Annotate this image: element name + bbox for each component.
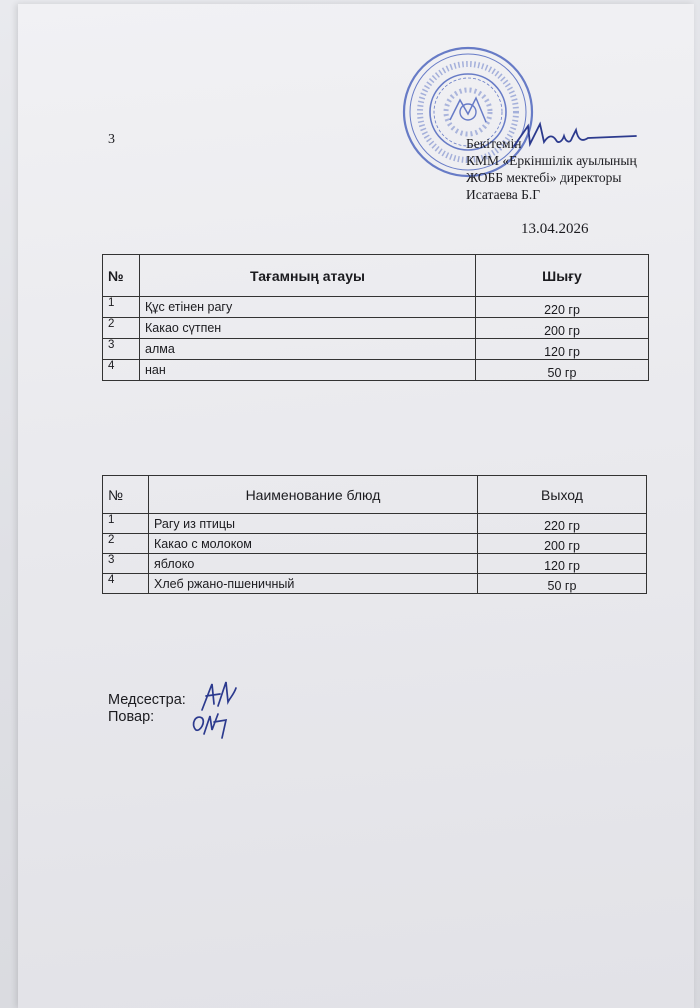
table-row: [103, 514, 647, 534]
column-header-yield: Выход: [478, 476, 647, 514]
cook-label: Повар:: [108, 709, 155, 725]
menu-table-kz: [102, 254, 649, 381]
table-row: [103, 534, 647, 554]
row-number: 2: [103, 534, 149, 554]
column-header-number: №: [103, 476, 149, 514]
dish-name: Құс етінен рагу: [140, 297, 476, 318]
dish-yield: 200 гр: [476, 318, 649, 339]
dish-yield: 200 гр: [478, 534, 647, 554]
signature-block: [108, 692, 186, 726]
dish-name: Рагу из птицы: [149, 514, 478, 534]
table-header-row: [103, 476, 647, 514]
row-number: 4: [103, 360, 140, 381]
column-header-yield: Шығу: [476, 255, 649, 297]
row-number: 1: [103, 297, 140, 318]
approval-line-2: КММ «Еркіншілік ауылының: [466, 153, 637, 168]
dish-yield: 120 гр: [476, 339, 649, 360]
table-row: [103, 554, 647, 574]
cook-signature: [188, 704, 232, 740]
table-row: [103, 318, 649, 339]
column-header-number: №: [103, 255, 140, 297]
approval-line-1: Бекітемін: [466, 136, 522, 151]
column-header-dish-name: Наименование блюд: [149, 476, 478, 514]
dish-yield: 220 гр: [478, 514, 647, 534]
dish-yield: 50 гр: [476, 360, 649, 381]
dish-name: Какао с молоком: [149, 534, 478, 554]
dish-yield: 220 гр: [476, 297, 649, 318]
column-header-dish-name: Тағамның атауы: [140, 255, 476, 297]
dish-name: Хлеб ржано-пшеничный: [149, 574, 478, 594]
menu-table-ru: [102, 475, 647, 594]
row-number: 3: [103, 554, 149, 574]
dish-yield: 50 гр: [478, 574, 647, 594]
dish-name: яблоко: [149, 554, 478, 574]
table-row: [103, 360, 649, 381]
approval-line-4: Исатаева Б.Г: [466, 187, 541, 202]
table-row: [103, 339, 649, 360]
table-header-row: [103, 255, 649, 297]
table-row: [103, 297, 649, 318]
dish-name: нан: [140, 360, 476, 381]
row-number: 1: [103, 514, 149, 534]
page-number: 3: [108, 132, 115, 147]
nurse-label: Медсестра:: [108, 692, 186, 708]
director-signature: [510, 116, 640, 156]
row-number: 3: [103, 339, 140, 360]
dish-name: алма: [140, 339, 476, 360]
row-number: 4: [103, 574, 149, 594]
dish-name: Какао сүтпен: [140, 318, 476, 339]
dish-yield: 120 гр: [478, 554, 647, 574]
document-sheet: [18, 4, 694, 1008]
table-row: [103, 574, 647, 594]
row-number: 2: [103, 318, 140, 339]
approval-line-3: ЖОББ мектебі» директоры: [466, 170, 622, 185]
document-date: 13.04.2026: [521, 221, 589, 237]
